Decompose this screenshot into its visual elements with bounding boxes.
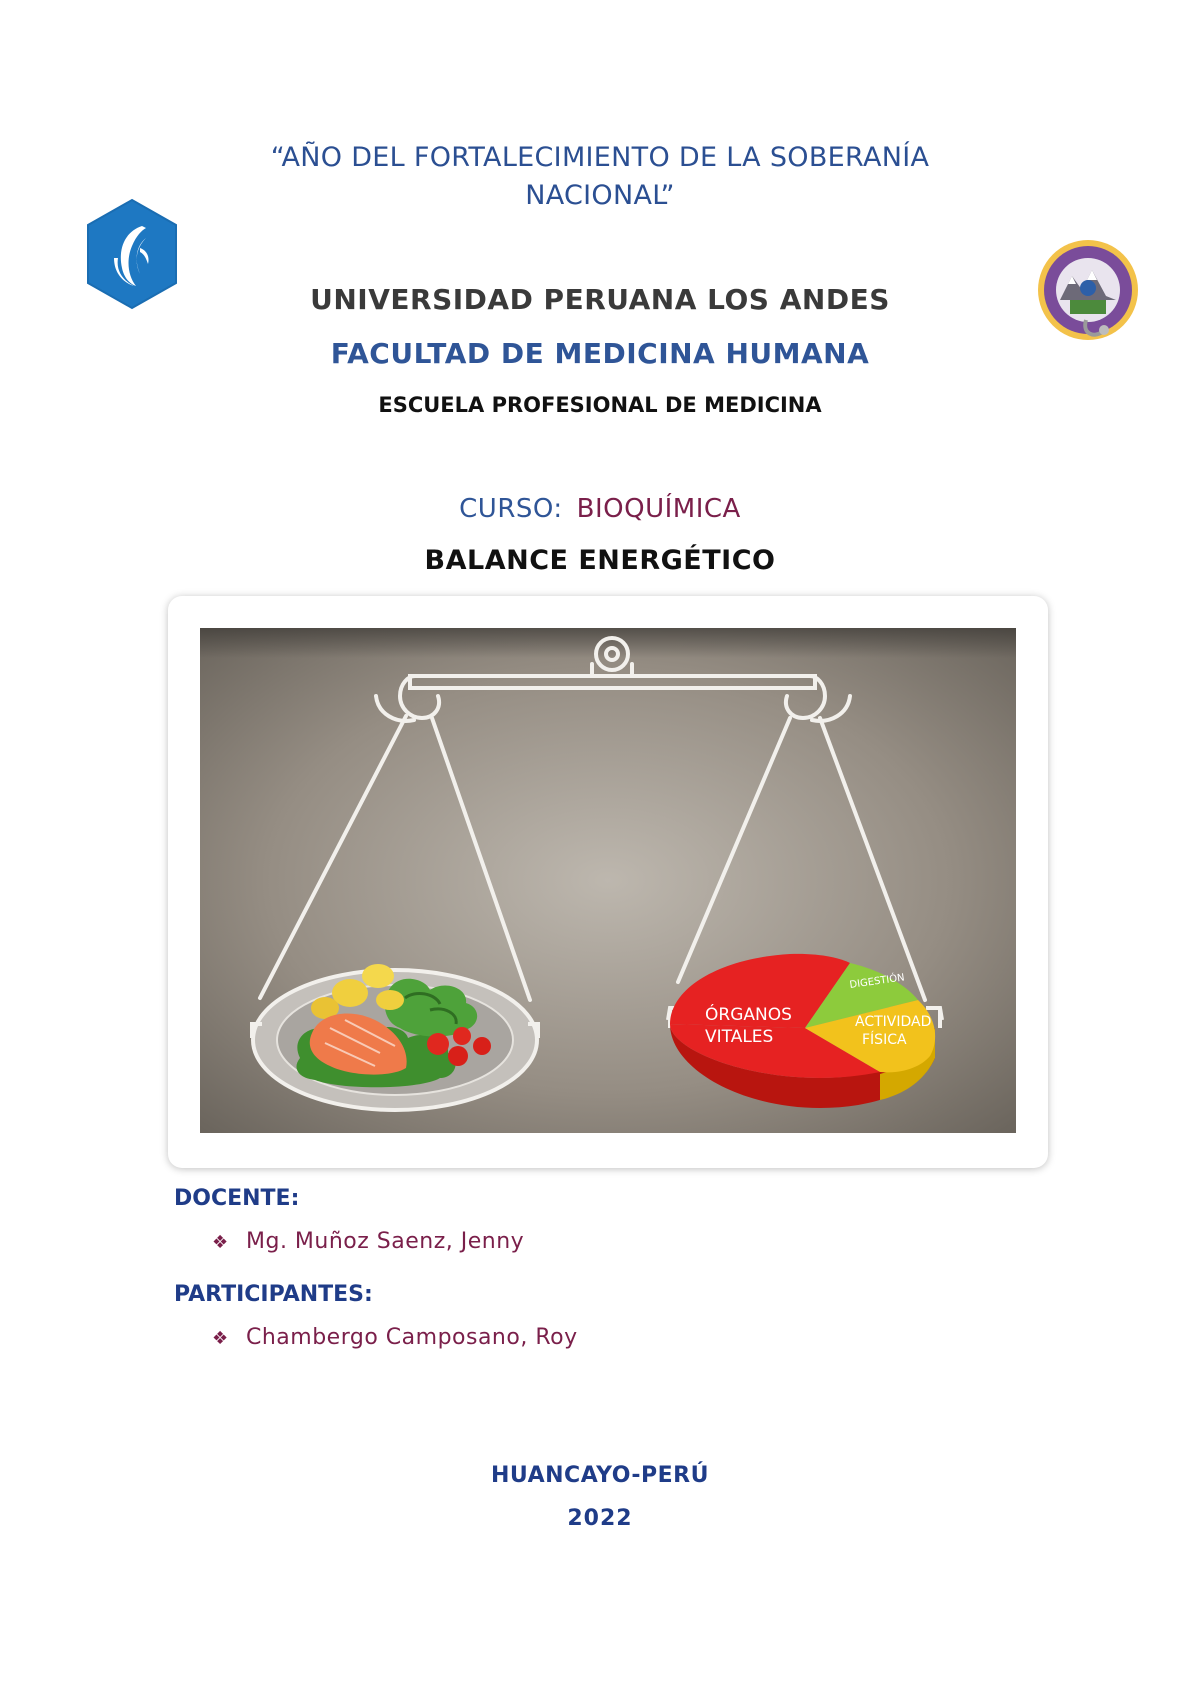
pie-label-digestion: DIGESTIÓN	[848, 972, 906, 991]
pie-label-activity-2: FÍSICA	[862, 1032, 907, 1048]
pie-label-organs-2: VITALES	[705, 1027, 774, 1047]
bullet-icon: ❖	[212, 1232, 229, 1253]
course-name: BIOQUÍMICA	[576, 494, 741, 524]
faculty-name: FACULTAD DE MEDICINA HUMANA	[330, 337, 870, 370]
year: 2022	[567, 1506, 633, 1531]
participant-name: Chambergo Camposano, Roy	[246, 1325, 578, 1350]
bullet-icon: ❖	[212, 1328, 229, 1349]
pie-label-activity-1: ACTIVIDAD	[855, 1014, 932, 1030]
motto-line-2: NACIONAL”	[525, 180, 675, 211]
participants-label: PARTICIPANTES:	[174, 1282, 373, 1307]
city-location: HUANCAYO-PERÚ	[491, 1463, 709, 1488]
university-name: UNIVERSIDAD PERUANA LOS ANDES	[310, 283, 890, 316]
course-label: CURSO:	[459, 494, 563, 524]
teacher-item	[212, 1229, 524, 1254]
document-title: BALANCE ENERGÉTICO	[424, 545, 776, 576]
teacher-label: DOCENTE:	[174, 1186, 300, 1211]
school-name: ESCUELA PROFESIONAL DE MEDICINA	[378, 393, 822, 417]
participant-item	[212, 1325, 578, 1350]
energy-balance-scale-illustration	[200, 628, 1016, 1133]
teacher-name: Mg. Muñoz Saenz, Jenny	[246, 1229, 525, 1254]
pie-label-organs-1: ÓRGANOS	[705, 1005, 792, 1025]
motto-line-1: “AÑO DEL FORTALECIMIENTO DE LA SOBERANÍA	[270, 142, 930, 173]
course-line	[0, 494, 1200, 524]
